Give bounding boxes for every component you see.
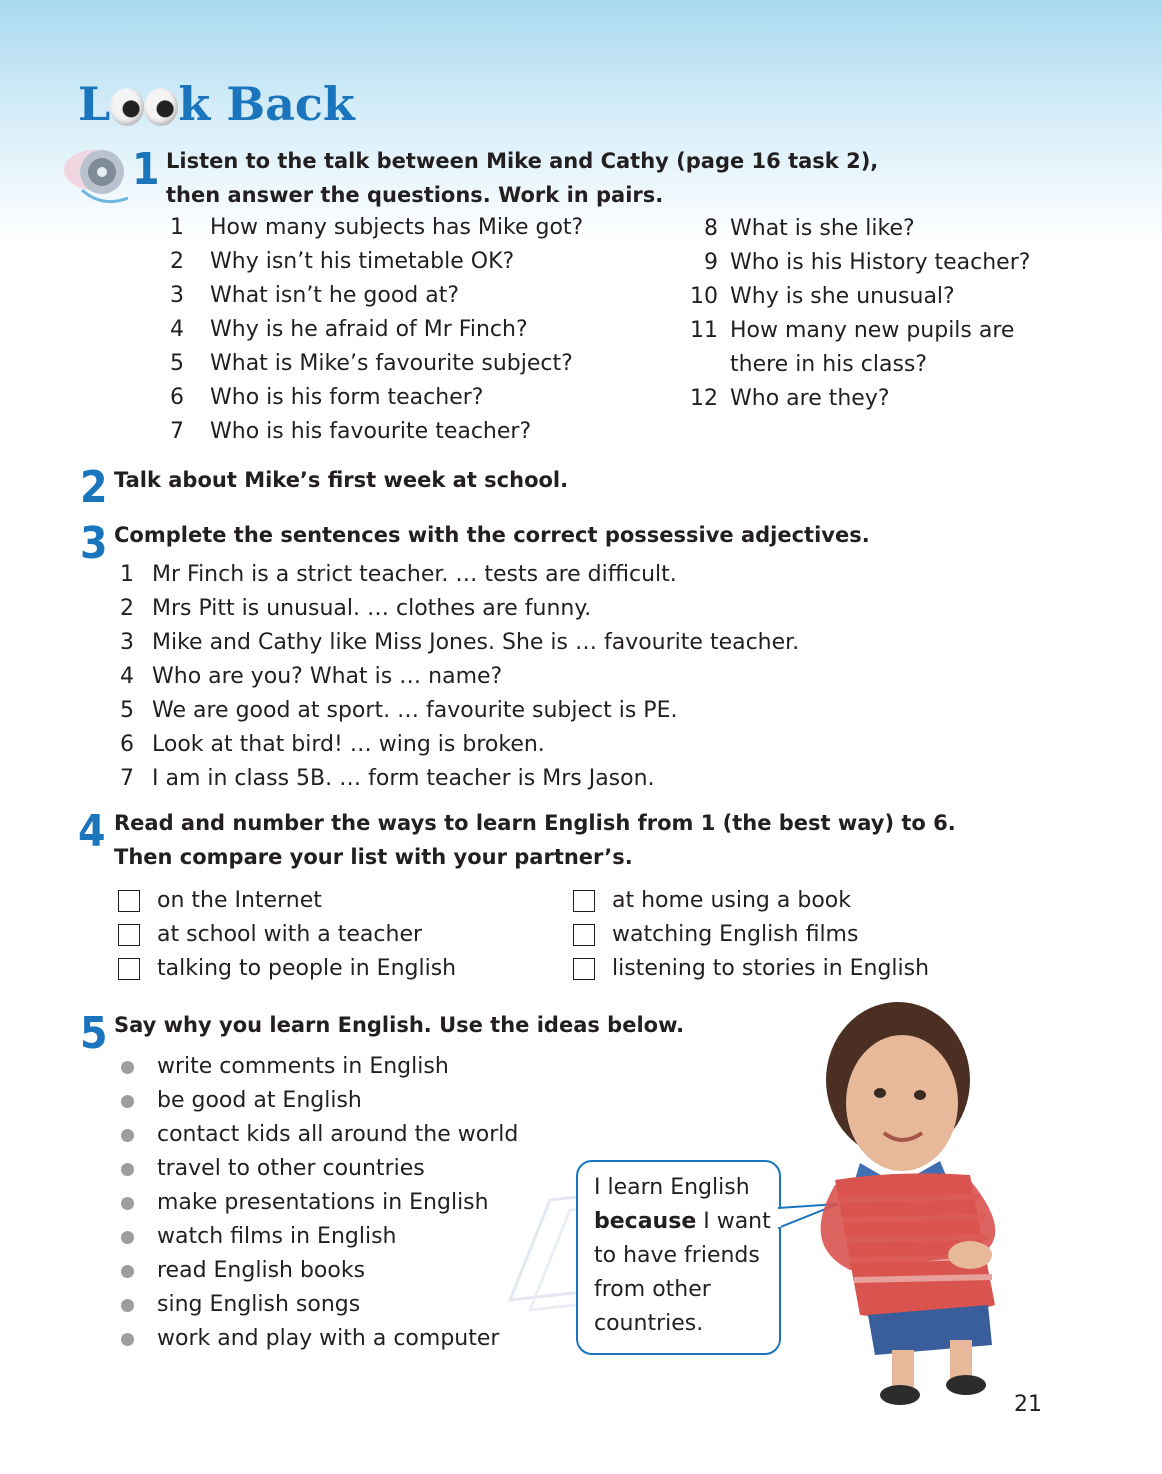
bullet-icon (121, 1129, 134, 1142)
item-text: How many subjects has Mike got? (210, 215, 584, 240)
item-number: 6 (120, 732, 134, 757)
task5-instruction: Say why you learn English. Use the ideas below. (114, 1013, 685, 1037)
item-number: 7 (120, 766, 134, 791)
bubble-line: I learn English (594, 1175, 750, 1200)
sentence-item (110, 660, 630, 694)
task2-instruction: Talk about Mike’s first week at school. (114, 468, 569, 492)
item-text: We are good at sport. … favourite subject is PE. (152, 698, 678, 723)
item-number: 4 (170, 317, 184, 342)
boy-photo (780, 985, 1070, 1415)
item-text: I am in class 5B. … form teacher is Mrs Jason. (152, 766, 655, 791)
bubble-line (594, 1205, 784, 1239)
audio-cd-icon (62, 140, 140, 206)
task1-instruction-line1: Listen to the talk between Mike and Cathy (page 16 task 2), (166, 149, 879, 173)
checkbox[interactable] (118, 958, 140, 980)
item-number: 5 (120, 698, 134, 723)
item-number: 3 (120, 630, 134, 655)
title-rest: k Back (178, 77, 355, 131)
item-number: 9 (704, 250, 718, 275)
question-item (160, 245, 680, 279)
eye-icon (110, 88, 144, 126)
item-text: Who is his favourite teacher? (210, 419, 532, 444)
eye-icon (144, 88, 178, 126)
page-number: 21 (1014, 1392, 1042, 1417)
question-item (686, 314, 1162, 348)
sentence-item (110, 762, 655, 796)
checkbox-label: talking to people in English (157, 956, 457, 981)
item-number: 3 (170, 283, 184, 308)
item-text: What is she like? (730, 216, 915, 241)
checkbox[interactable] (573, 924, 595, 946)
question-item (686, 212, 1162, 246)
item-text: Why is she unusual? (730, 284, 955, 309)
item-number: 1 (170, 215, 184, 240)
bubble-line: countries. (594, 1311, 704, 1336)
idea-item: make presentations in English (157, 1190, 489, 1215)
item-number: 12 (690, 386, 718, 411)
question-item-continuation: there in his class? (730, 352, 928, 377)
item-text: What isn’t he good at? (210, 283, 460, 308)
task4-instruction-line2: Then compare your list with your partner’s. (114, 845, 633, 869)
bullet-icon (121, 1231, 134, 1244)
item-number: 7 (170, 419, 184, 444)
bullet-icon (121, 1095, 134, 1108)
sentence-item (110, 626, 800, 660)
page-title (78, 74, 355, 134)
bullet-icon (121, 1299, 134, 1312)
bubble-line-rest: I want (696, 1209, 771, 1234)
sentence-item (110, 728, 630, 762)
task4-instruction-line1: Read and number the ways to learn English from 1 (the best way) to 6. (114, 811, 956, 835)
idea-item: read English books (157, 1258, 366, 1283)
item-number: 6 (170, 385, 184, 410)
checkbox-label: watching English films (612, 922, 859, 947)
item-text: Why isn’t his timetable OK? (210, 249, 515, 274)
question-item (160, 415, 680, 449)
task-number: 4 (78, 806, 106, 857)
sentence-item (110, 592, 630, 626)
task-number: 1 (132, 144, 160, 195)
item-text: Mike and Cathy like Miss Jones. She is … favourite teacher. (152, 630, 800, 655)
item-number: 2 (170, 249, 184, 274)
idea-item: write comments in English (157, 1054, 449, 1079)
item-text: Who is his History teacher? (730, 250, 1031, 275)
task-number: 3 (80, 518, 108, 569)
bubble-line: from other (594, 1277, 711, 1302)
task1-instruction-line2: then answer the questions. Work in pairs. (166, 183, 664, 207)
item-text: Who is his form teacher? (210, 385, 484, 410)
checkbox-label: at home using a book (612, 888, 851, 913)
question-item (160, 313, 680, 347)
speech-bubble-text (594, 1171, 784, 1341)
question-item (160, 211, 680, 245)
bullet-icon (121, 1265, 134, 1278)
question-item (686, 280, 1162, 314)
checkbox[interactable] (118, 924, 140, 946)
checkbox[interactable] (573, 890, 595, 912)
item-number: 11 (690, 318, 718, 343)
idea-item: watch films in English (157, 1224, 397, 1249)
item-text: Mrs Pitt is unusual. … clothes are funny. (152, 596, 592, 621)
bullet-icon (121, 1061, 134, 1074)
task-number: 5 (80, 1008, 108, 1059)
item-text: Mr Finch is a strict teacher. … tests are difficult. (152, 562, 677, 587)
idea-item: work and play with a computer (157, 1326, 500, 1351)
question-item (686, 246, 1162, 280)
item-number: 5 (170, 351, 184, 376)
bullet-icon (121, 1333, 134, 1346)
idea-item: be good at English (157, 1088, 362, 1113)
title-first-letter: L (78, 77, 111, 131)
sentence-item (110, 694, 678, 728)
question-item (160, 279, 680, 313)
bullet-icon (121, 1163, 134, 1176)
item-text: What is Mike’s favourite subject? (210, 351, 573, 376)
checkbox[interactable] (573, 958, 595, 980)
item-number: 2 (120, 596, 134, 621)
sentence-item (110, 558, 677, 592)
checkbox-label: listening to stories in English (612, 956, 930, 981)
task-number: 2 (80, 462, 108, 513)
question-item (160, 347, 680, 381)
bubble-line: to have friends (594, 1243, 760, 1268)
item-text: Look at that bird! … wing is broken. (152, 732, 545, 757)
item-text: How many new pupils are (730, 318, 1015, 343)
task3-instruction: Complete the sentences with the correct possessive adjectives. (114, 523, 870, 547)
idea-item: sing English songs (157, 1292, 361, 1317)
item-number: 1 (120, 562, 134, 587)
checkbox-label: at school with a teacher (157, 922, 423, 947)
question-item (686, 382, 1162, 416)
item-number: 8 (704, 216, 718, 241)
question-item (160, 381, 680, 415)
item-number: 4 (120, 664, 134, 689)
checkbox-label: on the Internet (157, 888, 322, 913)
bullet-icon (121, 1197, 134, 1210)
bubble-bold-word: because (594, 1209, 697, 1234)
item-number: 10 (690, 284, 718, 309)
idea-item: travel to other countries (157, 1156, 425, 1181)
checkbox[interactable] (118, 890, 140, 912)
idea-item: contact kids all around the world (157, 1122, 519, 1147)
item-text: Why is he afraid of Mr Finch? (210, 317, 528, 342)
item-text: Who are they? (730, 386, 890, 411)
item-text: Who are you? What is … name? (152, 664, 503, 689)
